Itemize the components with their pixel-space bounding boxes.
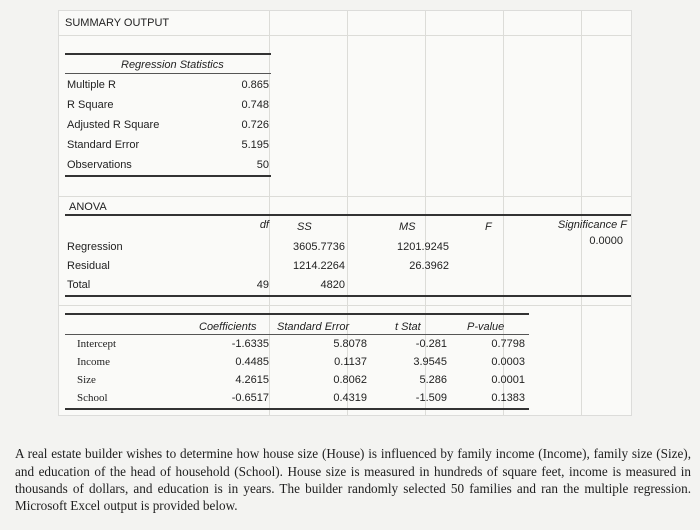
coef-standard-error: 0.1137 (334, 356, 367, 368)
problem-description: A real estate builder wishes to determine how house size (House) is influenced by family income (Income), family size (Size), and education of the head of household (School). House size is measured in hundreds of square feet, income is measured in thousands of dollars, and education is in years. The builder randomly selected 50 families and ran the multiple regression. Microsoft Excel output is provided below. (15, 446, 691, 514)
anova-header-significance: Significance F (557, 219, 627, 231)
anova-row-label: Regression (67, 241, 123, 253)
coef-value: 4.2615 (235, 374, 269, 386)
stat-value: 5.195 (241, 139, 269, 151)
coef-value: 0.4485 (235, 356, 269, 368)
summary-title: SUMMARY OUTPUT (65, 17, 170, 29)
coef-t-stat: -1.509 (415, 392, 447, 404)
anova-ss: 1214.2264 (293, 260, 345, 272)
anova-header-ms: MS (399, 221, 416, 233)
anova-row-label: Residual (67, 260, 110, 272)
anova-df: 49 (256, 279, 269, 291)
stat-label: Multiple R (67, 79, 116, 91)
coef-header-p-value: P-value (467, 321, 505, 333)
coef-p-value: 0.7798 (491, 338, 525, 350)
coef-value: -1.6335 (231, 338, 269, 350)
coef-p-value: 0.1383 (491, 392, 525, 404)
anova-ss: 3605.7736 (293, 241, 345, 253)
coef-standard-error: 0.8062 (333, 374, 367, 386)
anova-header-ss: SS (297, 221, 312, 233)
coef-t-stat: -0.281 (415, 338, 447, 350)
coef-p-value: 0.0003 (491, 356, 525, 368)
excel-output-sheet (58, 10, 632, 416)
coef-t-stat: 3.9545 (413, 356, 447, 368)
anova-ms: 26.3962 (409, 260, 449, 272)
anova-row-label: Total (67, 279, 91, 291)
anova-header-f: F (485, 221, 492, 233)
stat-label: Standard Error (67, 139, 140, 151)
coef-standard-error: 5.8078 (333, 338, 367, 350)
stat-value: 0.748 (241, 99, 269, 111)
coef-standard-error: 0.4319 (333, 392, 367, 404)
stat-value: 50 (256, 159, 269, 171)
stat-value: 0.726 (241, 119, 269, 131)
stat-label: Adjusted R Square (67, 119, 160, 131)
stat-label: R Square (67, 99, 114, 111)
coef-header-coefficients: Coefficients (199, 321, 257, 333)
anova-ms: 1201.9245 (397, 241, 449, 253)
coef-p-value: 0.0001 (491, 374, 525, 386)
regression-statistics-header: Regression Statistics (121, 59, 224, 71)
anova-title: ANOVA (69, 201, 107, 213)
anova-header-df: df (259, 219, 269, 231)
stat-value: 0.865 (241, 79, 269, 91)
coef-value: -0.6517 (231, 392, 269, 404)
coef-row-label: Income (77, 356, 110, 368)
coef-row-label: Size (77, 374, 96, 386)
coef-header-t-stat: t Stat (395, 321, 421, 333)
anova-ss: 4820 (320, 279, 345, 291)
coef-header-standard-error: Standard Error (277, 321, 350, 333)
coef-row-label: Intercept (77, 338, 117, 350)
coef-row-label: School (77, 392, 108, 404)
coef-t-stat: 5.286 (419, 374, 447, 386)
stat-label: Observations (67, 159, 132, 171)
anova-significance: 0.0000 (589, 235, 623, 247)
